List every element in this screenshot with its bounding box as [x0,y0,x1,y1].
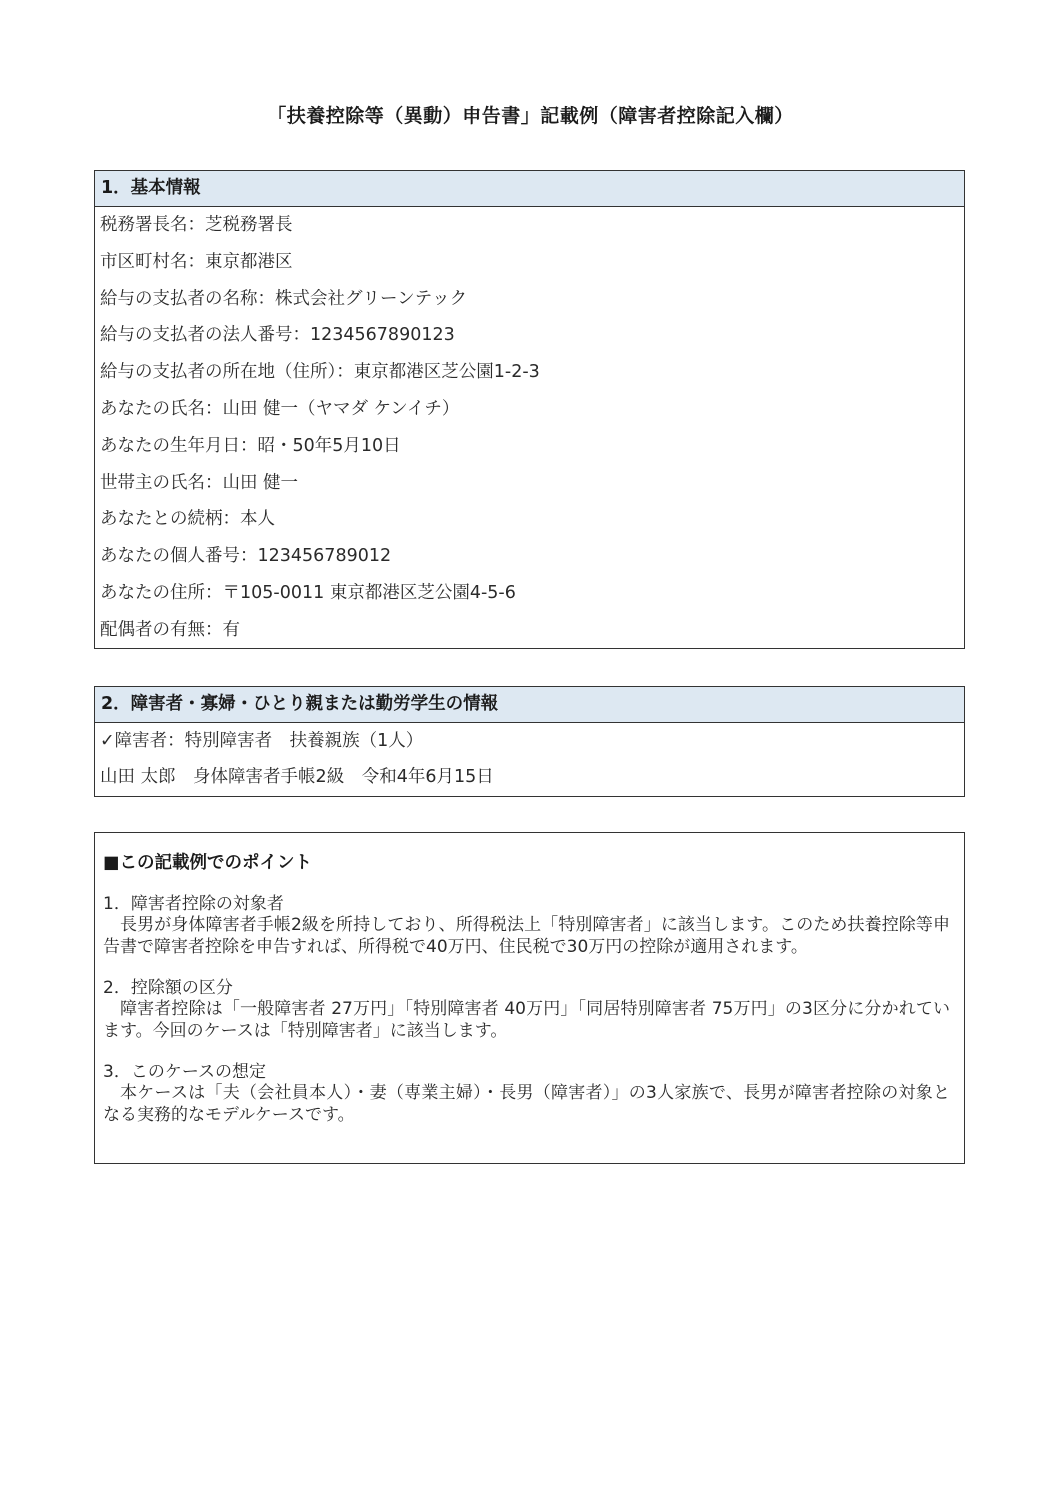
householder-name-row: 世帯主の氏名：山田 健一 [100,472,299,493]
basic-info-heading: 1．基本情報 [95,171,964,207]
document-title: 「扶養控除等（異動）申告書」記載例（障害者控除記入欄） [267,105,794,127]
point-body: 障害者控除は「一般障害者 27万円」「特別障害者 40万円」「同居特別障害者 75万円」の3区分に分かれています。今回のケースは「特別障害者」に該当します。 [103,999,950,1041]
payer-address-row: 給与の支払者の所在地（住所）：東京都港区芝公園1-2-3 [100,362,540,383]
point-item [103,978,950,1042]
points-heading: ■この記載例でのポイント [103,853,313,873]
points-section [94,832,965,1164]
point-title: 1．障害者控除の対象者 [103,894,284,914]
point-body: 本ケースは「夫（会社員本人）・妻（専業主婦）・長男（障害者）」の3人家族で、長男が障害者控除の対象となる実務的なモデルケースです。 [103,1083,950,1125]
point-item [103,894,950,958]
payer-corporate-number-row: 給与の支払者の法人番号：1234567890123 [100,325,455,346]
disability-info-heading: 2．障害者・寡婦・ひとり親または勤労学生の情報 [95,687,964,723]
disabled-person-row: 山田 太郎 身体障害者手帳2級 令和4年6月15日 [100,767,494,787]
disability-type-row: ✓障害者：特別障害者 扶養親族（1人） [100,731,424,751]
relationship-row: あなたとの続柄：本人 [100,509,275,530]
your-birthdate-row: あなたの生年月日：昭・50年5月10日 [100,435,401,456]
basic-info-section [94,170,965,649]
payer-name-row: 給与の支払者の名称：株式会社グリーンテック [100,288,468,309]
point-title: 3．このケースの想定 [103,1062,266,1082]
tax-office-row: 税務署長名：芝税務署長 [100,215,293,235]
your-name-row: あなたの氏名：山田 健一（ヤマダ ケンイチ） [100,398,460,419]
personal-number-row: あなたの個人番号：123456789012 [100,546,392,567]
spouse-row: 配偶者の有無：有 [100,619,240,640]
point-title: 2．控除額の区分 [103,978,233,998]
municipality-row: 市区町村名：東京都港区 [100,251,293,272]
point-body: 長男が身体障害者手帳2級を所持しており、所得税法上「特別障害者」に該当します。このため扶養控除等申告書で障害者控除を申告すれば、所得税で40万円、住民税で30万円の控除が適用されます。 [103,915,950,957]
your-address-row: あなたの住所：〒105-0011 東京都港区芝公園4-5-6 [100,582,516,603]
disability-info-section [94,686,965,797]
point-item [103,1062,950,1126]
